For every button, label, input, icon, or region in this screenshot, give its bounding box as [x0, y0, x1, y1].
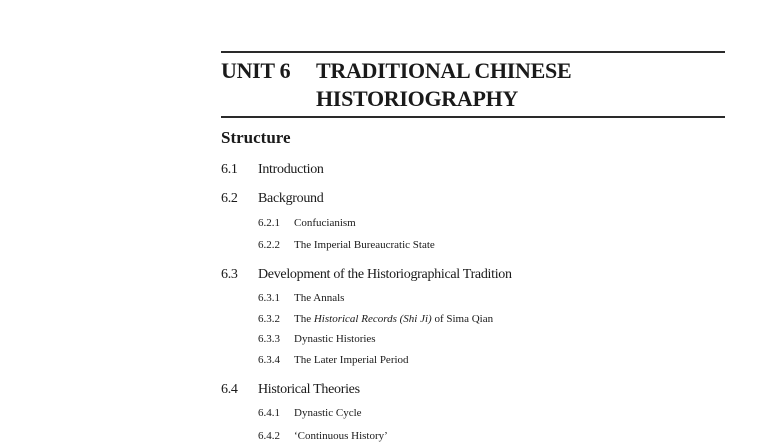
subsection-title: The Later Imperial Period — [294, 354, 409, 366]
section-title: Development of the Historiographical Tradition — [258, 267, 512, 282]
subsection-title: The Annals — [294, 292, 345, 304]
document-page — [221, 0, 725, 441]
subsection-number: 6.4.2 — [258, 430, 280, 442]
unit-name — [316, 57, 716, 113]
section-number: 6.3 — [221, 267, 238, 282]
subsection-number: 6.3.3 — [258, 333, 280, 345]
section-number: 6.4 — [221, 382, 238, 397]
subsection-number: 6.3.1 — [258, 292, 280, 304]
title-prefix: The — [294, 313, 314, 325]
subsection-title: Confucianism — [294, 217, 356, 229]
book-title: Historical Records (Shi Ji) — [313, 313, 432, 325]
subsection-number: 6.2.2 — [258, 239, 280, 251]
subsection-number: 6.2.1 — [258, 217, 280, 229]
subsection-title — [294, 312, 493, 326]
subsection-number: 6.3.4 — [258, 354, 280, 366]
bottom-rule — [221, 116, 725, 118]
subsection-title: Dynastic Cycle — [294, 407, 362, 419]
subsection-number: 6.3.2 — [258, 313, 280, 325]
title-suffix: of Sima Qian — [431, 313, 494, 325]
section-title: Background — [258, 191, 324, 206]
unit-label: UNIT 6 — [221, 58, 291, 83]
section-title: Historical Theories — [258, 382, 360, 397]
subsection-title: Dynastic Histories — [294, 333, 376, 345]
subsection-number: 6.4.1 — [258, 407, 280, 419]
section-number: 6.1 — [221, 162, 238, 177]
subsection-title: ‘Continuous History’ — [294, 430, 388, 442]
structure-heading: Structure — [221, 128, 291, 147]
section-number: 6.2 — [221, 191, 238, 206]
section-title: Introduction — [258, 162, 324, 177]
top-rule — [221, 51, 725, 53]
unit-name-line-1: TRADITIONAL CHINESE — [316, 58, 572, 83]
subsection-title: The Imperial Bureaucratic State — [294, 239, 435, 251]
unit-name-line-2: HISTORIOGRAPHY — [316, 86, 518, 111]
